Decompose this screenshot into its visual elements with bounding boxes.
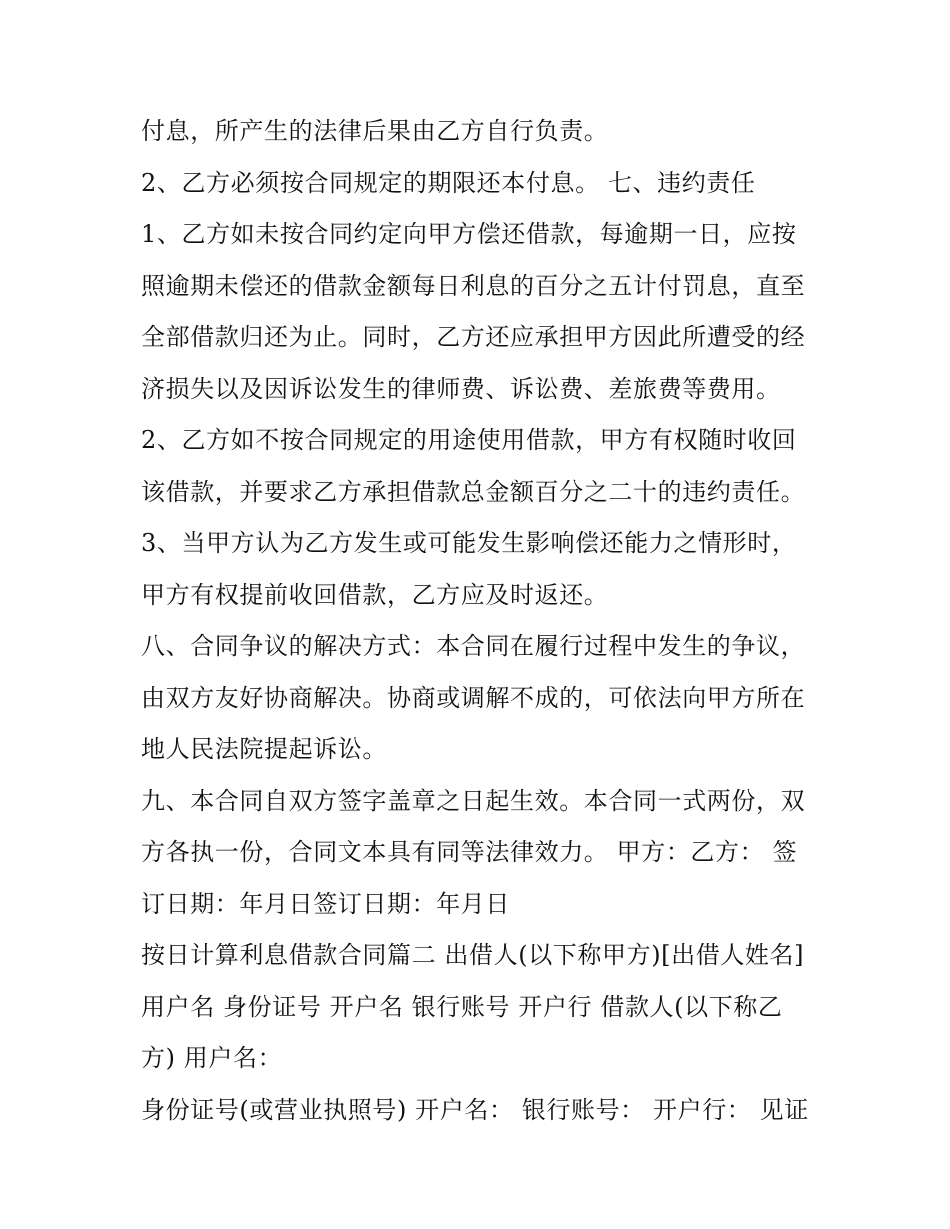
text-line: 身份证号(或营业执照号) 开户名： 银行账号： 开户行： 见证: [141, 1095, 809, 1124]
contract-body-text: [141, 106, 821, 1136]
text-line: 2、乙方必须按合同规定的期限还本付息。 七、违约责任: [141, 168, 756, 197]
text-line: 方) 用户名：: [141, 1044, 283, 1072]
text-line: 照逾期未偿还的借款金额每日利息的百分之五计付罚息，直至: [141, 271, 806, 300]
text-line: 由双方友好协商解决。协商或调解不成的，可依法向甲方所在: [141, 683, 806, 712]
text-line: 1、乙方如未按合同约定向甲方偿还借款，每逾期一日，应按: [141, 220, 797, 248]
text-line: 按日计算利息借款合同篇二 出借人(以下称甲方)[出借人姓名]: [141, 941, 805, 969]
text-line: 地人民法院提起诉讼。: [141, 735, 387, 763]
text-line: 3、当甲方认为乙方发生或可能发生影响偿还能力之情形时，: [141, 529, 797, 557]
text-line: 付息，所产生的法律后果由乙方自行负责。: [141, 117, 609, 145]
text-line: 八、合同争议的解决方式：本合同在履行过程中发生的争议，: [141, 632, 806, 660]
text-line: 2、乙方如不按合同规定的用途使用借款，甲方有权随时收回: [141, 426, 797, 454]
text-line: 该借款，并要求乙方承担借款总金额百分之二十的违约责任。: [141, 477, 806, 506]
text-line: 用户名 身份证号 开户名 银行账号 开户行 借款人(以下称乙: [141, 992, 783, 1021]
text-line: 方各执一份，合同文本具有同等法律效力。 甲方：乙方： 签: [141, 838, 798, 866]
text-line: 订日期：年月日签订日期：年月日: [141, 889, 510, 918]
text-line: 九、本合同自双方签字盖章之日起生效。本合同一式两份，双: [141, 786, 806, 815]
text-line: 济损失以及因诉讼发生的律师费、诉讼费、差旅费等费用。: [141, 374, 781, 403]
text-line: 全部借款归还为止。同时，乙方还应承担甲方因此所遭受的经: [141, 323, 806, 351]
text-line: 甲方有权提前收回借款，乙方应及时返还。: [141, 580, 609, 609]
